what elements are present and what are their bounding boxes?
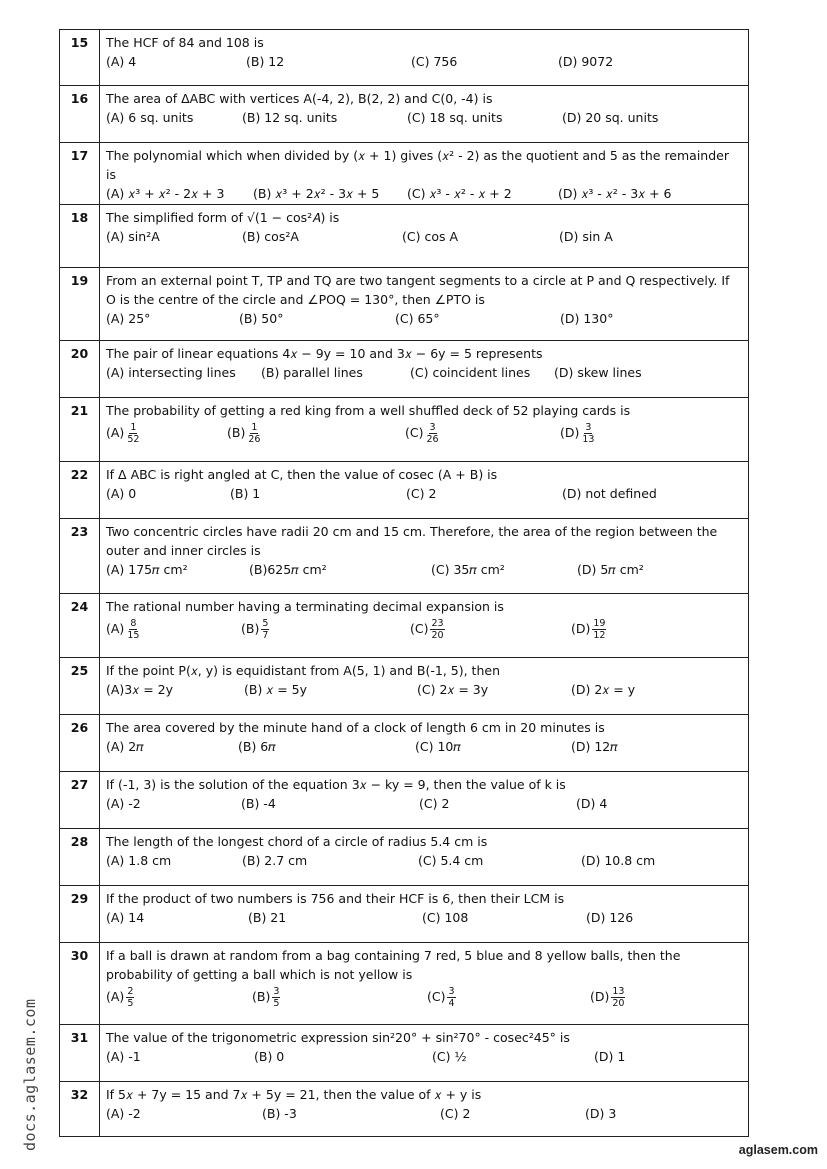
question-row bbox=[60, 943, 749, 1025]
option-label: (D) sin A bbox=[559, 229, 613, 244]
answer-option bbox=[106, 794, 141, 813]
options-row bbox=[106, 1104, 742, 1124]
question-stem: If a ball is drawn at random from a bag containing 7 red, 5 blue and 8 yellow balls, then the probability of getting a ball which is not yellow is bbox=[106, 948, 681, 982]
option-label: (C) bbox=[405, 425, 424, 440]
question-body bbox=[100, 341, 749, 398]
options-row bbox=[106, 1047, 742, 1067]
fraction-numerator: 3 bbox=[448, 986, 455, 997]
question-table bbox=[59, 29, 749, 1137]
option-label: (B) 12 sq. units bbox=[242, 110, 338, 125]
answer-option bbox=[238, 737, 276, 756]
answer-option bbox=[410, 363, 530, 382]
option-label: (B) bbox=[227, 425, 246, 440]
option-label: (B) parallel lines bbox=[261, 365, 363, 380]
answer-option bbox=[585, 1104, 616, 1123]
question-stem: The value of the trigonometric expression sin²20° + sin²70° - cosec²45° is bbox=[106, 1030, 570, 1045]
question-number: 16 bbox=[60, 86, 100, 143]
option-label: (B) 𝑥 = 5y bbox=[244, 682, 308, 697]
fraction-numerator: 1 bbox=[251, 422, 258, 433]
watermark bbox=[10, 998, 39, 1160]
fraction-numerator: 1 bbox=[130, 422, 137, 433]
option-label: (A) 14 bbox=[106, 910, 145, 925]
options-row bbox=[106, 984, 742, 1010]
answer-option bbox=[562, 108, 658, 127]
option-label: (B) 12 bbox=[246, 54, 285, 69]
answer-option bbox=[419, 794, 449, 813]
question-body bbox=[100, 30, 749, 86]
question-body bbox=[100, 205, 749, 268]
options-row bbox=[106, 227, 742, 247]
answer-option bbox=[249, 560, 327, 579]
option-label: (B) -4 bbox=[241, 796, 276, 811]
question-stem: The pair of linear equations 4𝑥 − 9y = 10 and 3𝑥 − 6y = 5 represents bbox=[106, 346, 543, 361]
fraction-denominator: 7 bbox=[262, 630, 269, 641]
option-label: (B) -3 bbox=[262, 1106, 297, 1121]
question-number: 23 bbox=[60, 519, 100, 594]
question-number: 25 bbox=[60, 658, 100, 715]
answer-option bbox=[244, 680, 307, 699]
option-fraction bbox=[592, 618, 606, 641]
option-fraction bbox=[611, 986, 625, 1009]
option-label: (C) 10𝜋 bbox=[415, 739, 461, 754]
option-label: (C) 𝑥³ - 𝑥² - 𝑥 + 2 bbox=[407, 186, 512, 201]
question-row bbox=[60, 1082, 749, 1137]
option-label: (D) 10.8 cm bbox=[581, 853, 656, 868]
answer-option bbox=[558, 52, 613, 71]
question-row bbox=[60, 341, 749, 398]
question-stem: Two concentric circles have radii 20 cm and 15 cm. Therefore, the area of the region between the outer and inner circles is bbox=[106, 524, 718, 558]
question-row bbox=[60, 594, 749, 658]
option-label: (C) 2 bbox=[406, 486, 437, 501]
answer-option bbox=[230, 484, 260, 503]
question-body bbox=[100, 594, 749, 658]
fraction-denominator: 5 bbox=[273, 998, 280, 1009]
option-label: (A) 2𝜋 bbox=[106, 739, 144, 754]
question-body bbox=[100, 86, 749, 143]
options-row bbox=[106, 908, 742, 928]
answer-option bbox=[106, 1047, 141, 1066]
answer-option bbox=[252, 986, 280, 1009]
option-label: (C) 35𝜋 cm² bbox=[431, 562, 505, 577]
question-row bbox=[60, 519, 749, 594]
question-number: 29 bbox=[60, 886, 100, 943]
option-label: (C) ½ bbox=[432, 1049, 467, 1064]
option-label: (A) sin²A bbox=[106, 229, 160, 244]
option-label: (D) bbox=[560, 425, 580, 440]
answer-option bbox=[106, 484, 136, 503]
question-number: 32 bbox=[60, 1082, 100, 1137]
question-stem: The simplified form of √(1 − cos²𝐴) is bbox=[106, 210, 340, 225]
question-row bbox=[60, 658, 749, 715]
option-label: (B) cos²A bbox=[242, 229, 299, 244]
answer-option bbox=[106, 227, 160, 246]
option-label: (C) cos A bbox=[402, 229, 459, 244]
question-body bbox=[100, 268, 749, 341]
fraction-numerator: 2 bbox=[127, 986, 134, 997]
fraction-numerator: 3 bbox=[429, 422, 436, 433]
option-label: (B) 0 bbox=[254, 1049, 285, 1064]
option-label: (D) bbox=[590, 989, 610, 1004]
question-stem: If the point P(𝑥, y) is equidistant from A(5, 1) and B(-1, 5), then bbox=[106, 663, 500, 678]
answer-option bbox=[106, 851, 171, 870]
option-label: (A) 1.8 cm bbox=[106, 853, 172, 868]
answer-option bbox=[560, 309, 613, 328]
option-label: (A)3𝑥 = 2y bbox=[106, 682, 173, 697]
option-fraction bbox=[247, 422, 261, 445]
option-label: (D) 126 bbox=[586, 910, 634, 925]
answer-option bbox=[590, 986, 625, 1009]
answer-option bbox=[248, 908, 286, 927]
question-number: 28 bbox=[60, 829, 100, 886]
answer-option bbox=[407, 108, 502, 127]
fraction-numerator: 23 bbox=[431, 618, 444, 629]
option-fraction bbox=[126, 422, 140, 445]
answer-option bbox=[253, 184, 379, 203]
fraction-denominator: 26 bbox=[426, 434, 439, 445]
footer-site-name: aglasem.com bbox=[738, 1143, 818, 1157]
options-row bbox=[106, 616, 742, 642]
question-body bbox=[100, 772, 749, 829]
watermark-text: docs.aglasem.com bbox=[21, 998, 39, 1151]
answer-option bbox=[418, 851, 483, 870]
options-row bbox=[106, 309, 742, 329]
option-label: (D) bbox=[571, 621, 591, 636]
question-stem: If Δ ABC is right angled at C, then the value of cosec (A + B) is bbox=[106, 467, 498, 482]
option-label: (A) 0 bbox=[106, 486, 137, 501]
option-label: (D) 5𝜋 cm² bbox=[577, 562, 644, 577]
option-label: (D) 𝑥³ - 𝑥² - 3𝑥 + 6 bbox=[558, 186, 672, 201]
answer-option bbox=[431, 560, 505, 579]
question-body bbox=[100, 143, 749, 205]
question-body bbox=[100, 829, 749, 886]
question-body bbox=[100, 715, 749, 772]
question-body bbox=[100, 943, 749, 1025]
option-label: (C) 756 bbox=[411, 54, 458, 69]
question-number: 24 bbox=[60, 594, 100, 658]
answer-option bbox=[239, 309, 283, 328]
answer-option bbox=[106, 363, 236, 382]
fraction-denominator: 13 bbox=[582, 434, 595, 445]
question-body bbox=[100, 519, 749, 594]
question-stem: If 5𝑥 + 7y = 15 and 7𝑥 + 5y = 21, then the value of 𝑥 + y is bbox=[106, 1087, 482, 1102]
option-label: (A) 175𝜋 cm² bbox=[106, 562, 188, 577]
options-row bbox=[106, 484, 742, 504]
answer-option bbox=[440, 1104, 470, 1123]
question-stem: If the product of two numbers is 756 and their HCF is 6, then their LCM is bbox=[106, 891, 565, 906]
option-label: (A) 6 sq. units bbox=[106, 110, 194, 125]
option-label: (A) bbox=[106, 425, 125, 440]
option-label: (B) 50° bbox=[239, 311, 284, 326]
answer-option bbox=[106, 422, 140, 445]
option-label: (B) 21 bbox=[248, 910, 287, 925]
option-fraction bbox=[425, 422, 439, 445]
question-number: 15 bbox=[60, 30, 100, 86]
options-row bbox=[106, 680, 742, 700]
option-label: (D) 3 bbox=[585, 1106, 617, 1121]
answer-option bbox=[571, 618, 606, 641]
question-stem: The rational number having a terminating decimal expansion is bbox=[106, 599, 504, 614]
option-fraction bbox=[581, 422, 595, 445]
answer-option bbox=[106, 52, 136, 71]
answer-option bbox=[106, 908, 144, 927]
option-label: (A) bbox=[106, 989, 125, 1004]
question-stem: The HCF of 84 and 108 is bbox=[106, 35, 264, 50]
option-label: (C) coincident lines bbox=[410, 365, 531, 380]
answer-option bbox=[581, 851, 655, 870]
question-stem: The probability of getting a red king from a well shuffled deck of 52 playing cards is bbox=[106, 403, 631, 418]
answer-option bbox=[427, 986, 456, 1009]
question-stem: The length of the longest chord of a circle of radius 5.4 cm is bbox=[106, 834, 488, 849]
option-label: (D) 20 sq. units bbox=[562, 110, 659, 125]
option-label: (A) bbox=[106, 621, 125, 636]
option-label: (C) bbox=[410, 621, 429, 636]
option-label: (D) 9072 bbox=[558, 54, 614, 69]
option-label: (A) 𝑥³ + 𝑥² - 2𝑥 + 3 bbox=[106, 186, 225, 201]
option-label: (A) -2 bbox=[106, 796, 141, 811]
answer-option bbox=[106, 737, 144, 756]
answer-option bbox=[422, 908, 468, 927]
answer-option bbox=[405, 422, 440, 445]
answer-option bbox=[559, 227, 613, 246]
option-label: (B) 6𝜋 bbox=[238, 739, 276, 754]
option-label: (D) 130° bbox=[560, 311, 614, 326]
option-label: (C) 2𝑥 = 3y bbox=[417, 682, 489, 697]
option-fraction bbox=[430, 618, 444, 641]
question-number: 30 bbox=[60, 943, 100, 1025]
question-stem: The area of ΔABC with vertices A(-4, 2), B(2, 2) and C(0, -4) is bbox=[106, 91, 493, 106]
question-row bbox=[60, 1025, 749, 1082]
option-label: (B) 𝑥³ + 2𝑥² - 3𝑥 + 5 bbox=[253, 186, 380, 201]
option-fraction bbox=[126, 986, 134, 1009]
option-label: (C) 2 bbox=[419, 796, 450, 811]
question-row bbox=[60, 398, 749, 462]
answer-option bbox=[106, 618, 140, 641]
option-fraction bbox=[261, 618, 269, 641]
options-row bbox=[106, 794, 742, 814]
fraction-denominator: 20 bbox=[431, 630, 444, 641]
answer-option bbox=[415, 737, 461, 756]
option-label: (C) 108 bbox=[422, 910, 469, 925]
answer-option bbox=[560, 422, 595, 445]
question-number: 27 bbox=[60, 772, 100, 829]
fraction-denominator: 4 bbox=[448, 998, 455, 1009]
options-row bbox=[106, 52, 742, 72]
option-label: (D) 2𝑥 = y bbox=[571, 682, 636, 697]
option-label: (D) 1 bbox=[594, 1049, 626, 1064]
options-row bbox=[106, 560, 742, 580]
question-number: 22 bbox=[60, 462, 100, 519]
option-label: (C) bbox=[427, 989, 446, 1004]
option-label: (C) 5.4 cm bbox=[418, 853, 484, 868]
answer-option bbox=[106, 1104, 141, 1123]
question-row bbox=[60, 268, 749, 341]
option-label: (A) -2 bbox=[106, 1106, 141, 1121]
option-label: (D) not defined bbox=[562, 486, 657, 501]
question-row bbox=[60, 829, 749, 886]
answer-option bbox=[558, 184, 672, 203]
question-body bbox=[100, 1025, 749, 1082]
fraction-denominator: 52 bbox=[127, 434, 140, 445]
answer-option bbox=[241, 618, 269, 641]
question-row bbox=[60, 143, 749, 205]
option-label: (C) 65° bbox=[395, 311, 440, 326]
answer-option bbox=[262, 1104, 297, 1123]
question-row bbox=[60, 772, 749, 829]
answer-option bbox=[407, 184, 512, 203]
option-label: (B) 1 bbox=[230, 486, 261, 501]
fraction-numerator: 3 bbox=[273, 986, 280, 997]
question-number: 17 bbox=[60, 143, 100, 205]
fraction-numerator: 19 bbox=[593, 618, 606, 629]
option-label: (A) intersecting lines bbox=[106, 365, 236, 380]
question-stem: If (-1, 3) is the solution of the equation 3𝑥 − ky = 9, then the value of k is bbox=[106, 777, 566, 792]
answer-option bbox=[242, 108, 337, 127]
answer-option bbox=[106, 108, 193, 127]
answer-option bbox=[242, 227, 299, 246]
answer-option bbox=[410, 618, 445, 641]
option-label: (D) 4 bbox=[576, 796, 608, 811]
question-number: 18 bbox=[60, 205, 100, 268]
fraction-numerator: 8 bbox=[130, 618, 137, 629]
answer-option bbox=[577, 560, 644, 579]
question-row bbox=[60, 205, 749, 268]
options-row bbox=[106, 420, 742, 446]
answer-option bbox=[576, 794, 607, 813]
answer-option bbox=[411, 52, 457, 71]
answer-option bbox=[106, 309, 150, 328]
question-number: 21 bbox=[60, 398, 100, 462]
question-number: 31 bbox=[60, 1025, 100, 1082]
option-label: (B) bbox=[241, 621, 260, 636]
question-row bbox=[60, 715, 749, 772]
answer-option bbox=[395, 309, 440, 328]
fraction-denominator: 12 bbox=[593, 630, 606, 641]
fraction-denominator: 15 bbox=[127, 630, 140, 641]
answer-option bbox=[571, 680, 635, 699]
question-number: 20 bbox=[60, 341, 100, 398]
fraction-numerator: 3 bbox=[585, 422, 592, 433]
option-label: (B) bbox=[252, 989, 271, 1004]
option-label: (B)625𝜋 cm² bbox=[249, 562, 327, 577]
option-label: (B) 2.7 cm bbox=[242, 853, 308, 868]
option-label: (C) 2 bbox=[440, 1106, 471, 1121]
question-body bbox=[100, 886, 749, 943]
question-number: 19 bbox=[60, 268, 100, 341]
answer-option bbox=[432, 1047, 467, 1066]
option-label: (D) skew lines bbox=[554, 365, 642, 380]
fraction-denominator: 20 bbox=[612, 998, 625, 1009]
question-body bbox=[100, 658, 749, 715]
question-stem: The area covered by the minute hand of a clock of length 6 cm in 20 minutes is bbox=[106, 720, 605, 735]
answer-option bbox=[554, 363, 642, 382]
answer-option bbox=[227, 422, 261, 445]
question-stem: The polynomial which when divided by (𝑥 + 1) gives (𝑥² - 2) as the quotient and 5 as the remainder is bbox=[106, 148, 729, 182]
answer-option bbox=[106, 560, 188, 579]
answer-option bbox=[586, 908, 633, 927]
answer-option bbox=[571, 737, 618, 756]
answer-option bbox=[106, 184, 224, 203]
answer-option bbox=[562, 484, 657, 503]
option-fraction bbox=[447, 986, 455, 1009]
option-label: (A) 4 bbox=[106, 54, 137, 69]
answer-option bbox=[246, 52, 284, 71]
option-fraction bbox=[272, 986, 280, 1009]
answer-option bbox=[254, 1047, 284, 1066]
option-label: (D) 12𝜋 bbox=[571, 739, 618, 754]
answer-option bbox=[406, 484, 436, 503]
option-label: (A) 25° bbox=[106, 311, 151, 326]
options-row bbox=[106, 363, 742, 383]
question-body bbox=[100, 462, 749, 519]
question-body bbox=[100, 398, 749, 462]
options-row bbox=[106, 184, 742, 204]
question-number: 26 bbox=[60, 715, 100, 772]
question-stem: From an external point T, TP and TQ are two tangent segments to a circle at P and Q respectively. If O is the centre of the circle and ∠POQ = 130°, then ∠PTO is bbox=[106, 273, 730, 307]
option-label: (A) -1 bbox=[106, 1049, 141, 1064]
option-fraction bbox=[126, 618, 140, 641]
question-row bbox=[60, 86, 749, 143]
fraction-denominator: 26 bbox=[248, 434, 261, 445]
answer-option bbox=[261, 363, 363, 382]
fraction-numerator: 5 bbox=[262, 618, 269, 629]
options-row bbox=[106, 737, 742, 757]
question-row bbox=[60, 30, 749, 86]
fraction-numerator: 13 bbox=[612, 986, 625, 997]
question-row bbox=[60, 886, 749, 943]
question-body bbox=[100, 1082, 749, 1137]
answer-option bbox=[106, 680, 173, 699]
answer-option bbox=[242, 851, 307, 870]
option-label: (C) 18 sq. units bbox=[407, 110, 503, 125]
answer-option bbox=[594, 1047, 625, 1066]
question-row bbox=[60, 462, 749, 519]
answer-option bbox=[241, 794, 276, 813]
options-row bbox=[106, 851, 742, 871]
options-row bbox=[106, 108, 742, 128]
answer-option bbox=[402, 227, 458, 246]
answer-option bbox=[106, 986, 134, 1009]
answer-option bbox=[417, 680, 488, 699]
fraction-denominator: 5 bbox=[127, 998, 134, 1009]
